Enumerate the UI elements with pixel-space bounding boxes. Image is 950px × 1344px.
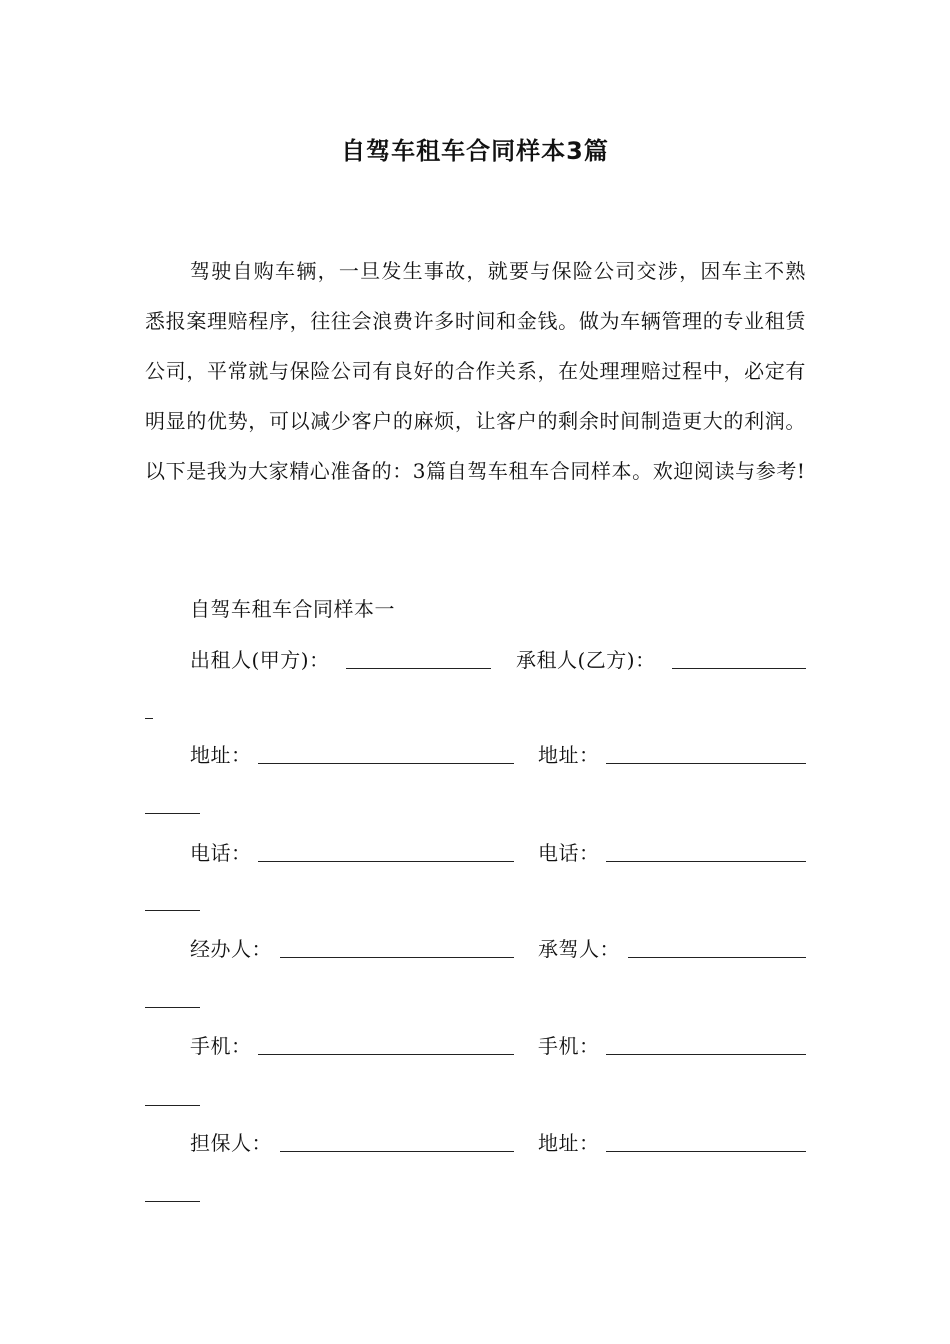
lessee-blank[interactable]	[672, 668, 806, 669]
guarantor-address-label: 地址：	[538, 1131, 600, 1155]
lessor-blank[interactable]	[346, 668, 491, 669]
agent-label: 经办人：	[190, 937, 272, 961]
intro-paragraph: 驾驶自购车辆，一旦发生事故，就要与保险公司交涉，因车主不熟悉报案理赔程序，往往会浪费许多时间和金钱。做为车辆管理的专业租赁公司，平常就与保险公司有良好的合作关系，在处理理赔过程中，必定有明显的优势，可以减少客户的麻烦，让客户的剩余时间制造更大的利润。以下是我为大家精心准备的：3篇自驾车租车合同样本。欢迎阅读与参考!	[145, 259, 806, 483]
party-a-address-blank[interactable]	[258, 763, 514, 764]
guarantor-blank[interactable]	[280, 1151, 514, 1152]
field-row-mobile	[145, 1031, 806, 1061]
party-b-mobile-blank[interactable]	[606, 1054, 806, 1055]
party-a-address-label: 地址：	[190, 743, 252, 767]
party-b-address-label: 地址：	[538, 743, 600, 767]
guarantor-address-blank[interactable]	[606, 1151, 806, 1152]
lessee-label: 承租人(乙方)：	[516, 648, 656, 672]
field-row-lessor	[145, 645, 806, 675]
guarantor-address-continued[interactable]	[145, 1201, 200, 1202]
field-row-address	[145, 740, 806, 770]
field-row-phone	[145, 838, 806, 868]
section-heading: 自驾车租车合同样本一	[190, 597, 395, 621]
party-a-mobile-label: 手机：	[190, 1034, 252, 1058]
party-b-address-continued[interactable]	[145, 813, 200, 814]
party-b-phone-label: 电话：	[538, 841, 600, 865]
driver-blank[interactable]	[628, 957, 806, 958]
field-row-agent	[145, 934, 806, 964]
party-b-mobile-continued[interactable]	[145, 1105, 200, 1106]
party-a-phone-label: 电话：	[190, 841, 252, 865]
party-b-phone-blank[interactable]	[606, 861, 806, 862]
lessee-blank-continued[interactable]	[145, 718, 153, 719]
driver-label: 承驾人：	[538, 937, 620, 961]
party-b-mobile-label: 手机：	[538, 1034, 600, 1058]
party-a-mobile-blank[interactable]	[258, 1054, 514, 1055]
driver-blank-continued[interactable]	[145, 1007, 200, 1008]
document-title: 自驾车租车合同样本3篇	[341, 137, 609, 165]
field-row-guarantor	[145, 1128, 806, 1158]
lessor-label: 出租人(甲方)：	[190, 648, 330, 672]
party-b-phone-continued[interactable]	[145, 910, 200, 911]
party-b-address-blank[interactable]	[606, 763, 806, 764]
guarantor-label: 担保人：	[190, 1131, 272, 1155]
party-a-phone-blank[interactable]	[258, 861, 514, 862]
agent-blank[interactable]	[280, 957, 514, 958]
